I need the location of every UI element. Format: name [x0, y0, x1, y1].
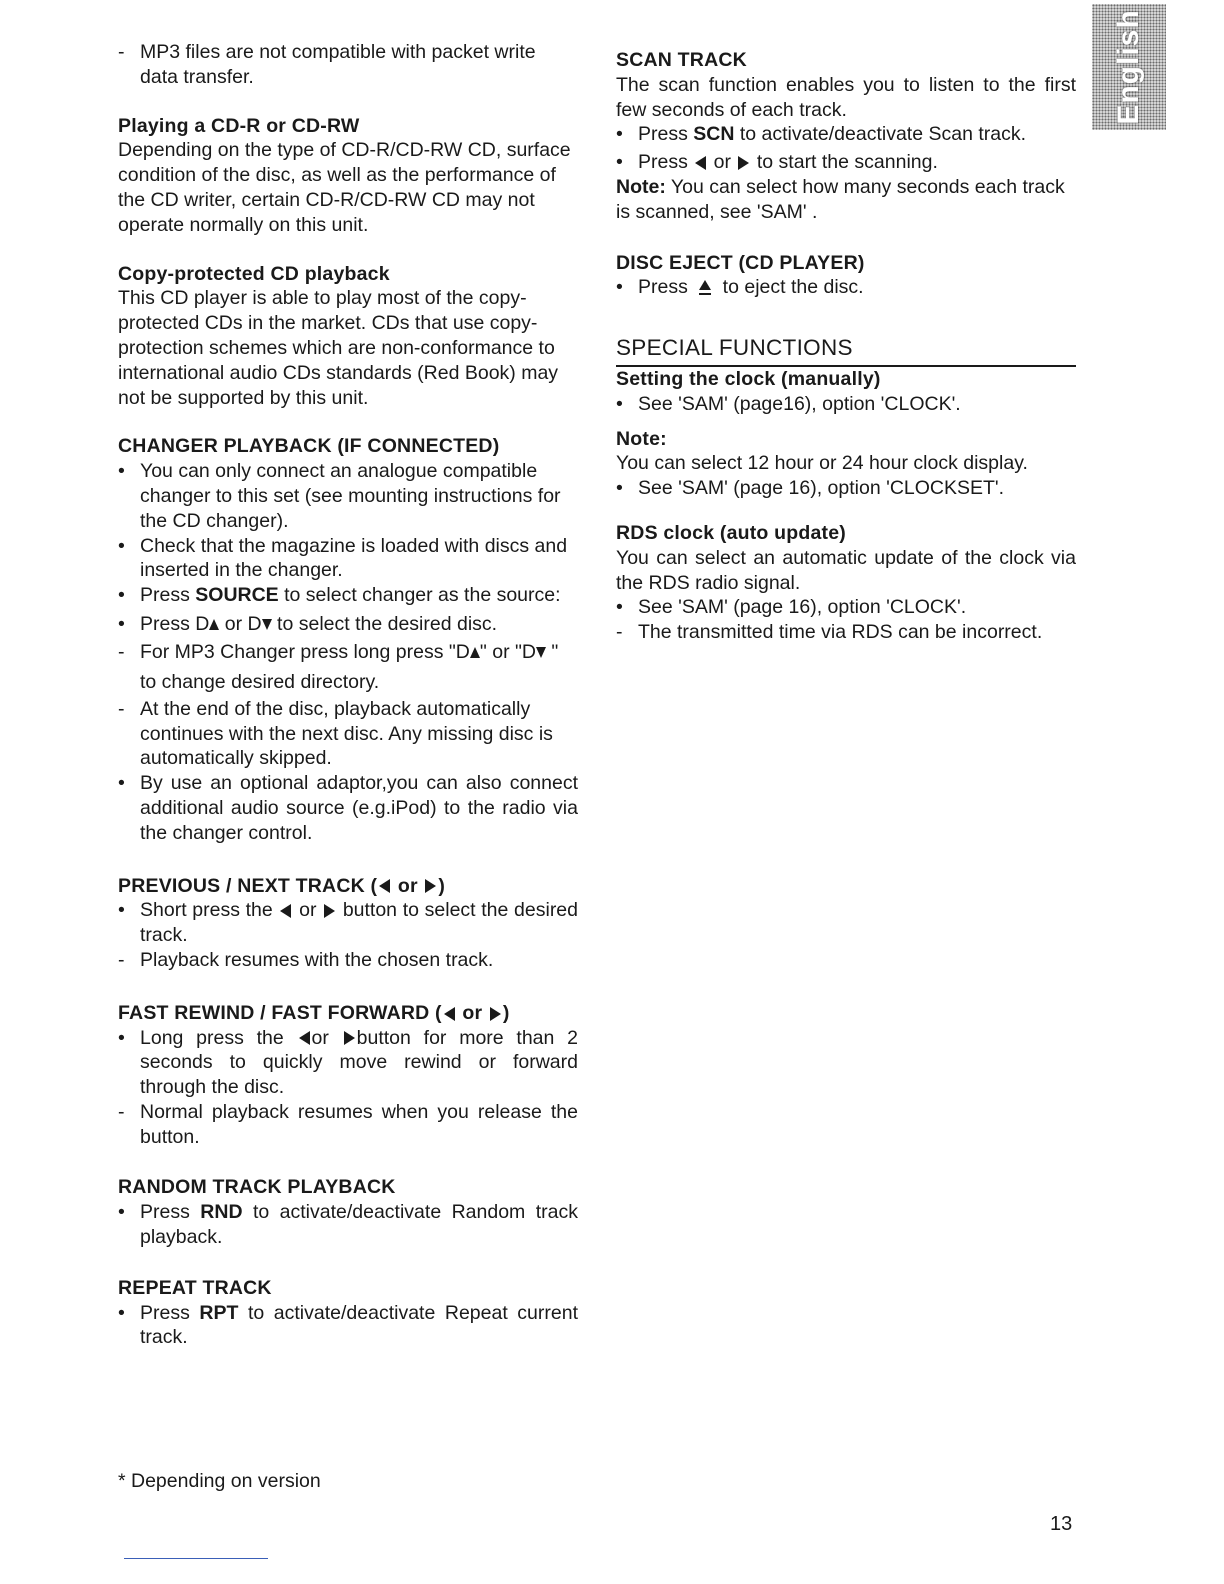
- list-item: • Long press the or button for more than 2 seconds to quickly move rewind or forward through the disc.: [118, 1026, 578, 1099]
- rewind-icon: [299, 1031, 310, 1045]
- list-item: • Press RND to activate/deactivate Random track playback.: [118, 1201, 578, 1249]
- list-item: • See 'SAM' (page 16), option 'CLOCKSET'.: [616, 477, 1005, 500]
- section-heading: FAST REWIND / FAST FORWARD ( or ): [118, 1001, 510, 1024]
- up-arrow-icon: [470, 647, 480, 658]
- note: Note: You can select how many seconds each track is scanned, see 'SAM' .: [616, 175, 1065, 223]
- language-tab: [1092, 4, 1166, 130]
- left-column: [118, 40, 578, 1374]
- paragraph: You can select an automatic update of the clock via the RDS radio signal.: [616, 546, 1076, 594]
- next-track-icon: [425, 879, 436, 893]
- cdr-section: [118, 114, 578, 238]
- bottom-rule: [124, 1558, 268, 1559]
- paragraph: This CD player is able to play most of the copy-protected CDs in the market. CDs that use copy-protection schemes which are non-conformance to international audio CDs standards (Red Book) may not be supported by this unit.: [118, 287, 559, 409]
- previous-track-icon: [695, 156, 706, 170]
- footnote: * Depending on version: [118, 1470, 321, 1492]
- list-item: • See 'SAM' (page 16), option 'CLOCK'.: [616, 596, 967, 619]
- section-heading: RDS clock (auto update): [616, 521, 846, 544]
- list-item: • Press D or D to select the desired disc.: [118, 612, 498, 635]
- section-heading: Copy-protected CD playback: [118, 262, 390, 285]
- special-functions-section: [616, 336, 1076, 645]
- list-item: • Press RPT to activate/deactivate Repeat current track.: [118, 1301, 578, 1349]
- list-item: - The transmitted time via RDS can be incorrect.: [616, 621, 1043, 644]
- next-track-icon: [324, 904, 335, 918]
- section-heading: CHANGER PLAYBACK (IF CONNECTED): [118, 435, 500, 458]
- rewind-icon: [444, 1007, 455, 1021]
- paragraph: Depending on the type of CD-R/CD-RW CD, surface condition of the disc, as well as the performance of the CD writer, certain CD-R/CD-RW CD may not operate normally on this unit.: [118, 139, 571, 236]
- list-item: • See 'SAM' (page16), option 'CLOCK'.: [616, 392, 961, 415]
- section-heading: SCAN TRACK: [616, 49, 747, 71]
- random-section: [118, 1175, 578, 1249]
- down-arrow-icon: [262, 619, 272, 630]
- list-item: - At the end of the disc, playback automatically continues with the next disc. Any missing disc is automatically skipped.: [118, 697, 553, 770]
- fast-section: [118, 1001, 578, 1150]
- previous-track-icon: [379, 879, 390, 893]
- eject-icon: [697, 279, 713, 297]
- forward-icon: [490, 1007, 501, 1021]
- section-heading: Note:: [616, 427, 667, 450]
- list-item: • Press SOURCE to select changer as the source:: [118, 584, 561, 607]
- copy-protected-section: [118, 262, 578, 411]
- list-item: • Press SCN to activate/deactivate Scan track.: [616, 123, 1027, 146]
- list-item: • Press to eject the disc.: [616, 276, 864, 299]
- section-title: SPECIAL FUNCTIONS: [616, 336, 1076, 367]
- repeat-section: [118, 1276, 578, 1350]
- list-item: • Check that the magazine is loaded with discs and inserted in the changer.: [118, 534, 568, 582]
- right-column: [616, 48, 1076, 669]
- language-tab-label: English: [1112, 9, 1145, 125]
- intro-section: [118, 40, 578, 90]
- previous-track-icon: [280, 904, 291, 918]
- list-item: • You can only connect an analogue compatible changer to this set (see mounting instructions for the CD changer).: [118, 460, 561, 532]
- prev-next-section: [118, 874, 578, 973]
- list-item: • Short press the or button to select the desired track.: [118, 899, 578, 947]
- section-heading: DISC EJECT (CD PLAYER): [616, 251, 865, 274]
- up-arrow-icon: [209, 619, 219, 630]
- paragraph: You can select 12 hour or 24 hour clock display.: [616, 452, 1028, 475]
- changer-section: [118, 434, 578, 845]
- page-number: 13: [1050, 1513, 1073, 1535]
- list-item: - Normal playback resumes when you release the button.: [118, 1100, 578, 1148]
- list-item: • Press or to start the scanning.: [616, 151, 938, 174]
- section-heading: PREVIOUS / NEXT TRACK ( or ): [118, 874, 446, 897]
- forward-icon: [344, 1031, 355, 1045]
- next-track-icon: [738, 156, 749, 170]
- list-item: - For MP3 Changer press long press "D " or "D " to change desired directory.: [118, 640, 559, 693]
- list-item: - Playback resumes with the chosen track.: [118, 948, 494, 971]
- section-heading: Playing a CD-R or CD-RW: [118, 114, 360, 137]
- list-item: • By use an optional adaptor,you can also connect additional audio source (e.g.iPod) to the radio via the changer control.: [118, 772, 578, 844]
- scan-section: [616, 48, 1076, 225]
- down-arrow-icon: [536, 647, 546, 658]
- section-heading: RANDOM TRACK PLAYBACK: [118, 1176, 396, 1199]
- section-heading: REPEAT TRACK: [118, 1276, 272, 1299]
- list-item: - MP3 files are not compatible with packet write data transfer.: [118, 41, 536, 88]
- eject-section: [616, 251, 1076, 301]
- paragraph: The scan function enables you to listen to the first few seconds of each track.: [616, 73, 1076, 121]
- section-heading: Setting the clock (manually): [616, 367, 881, 390]
